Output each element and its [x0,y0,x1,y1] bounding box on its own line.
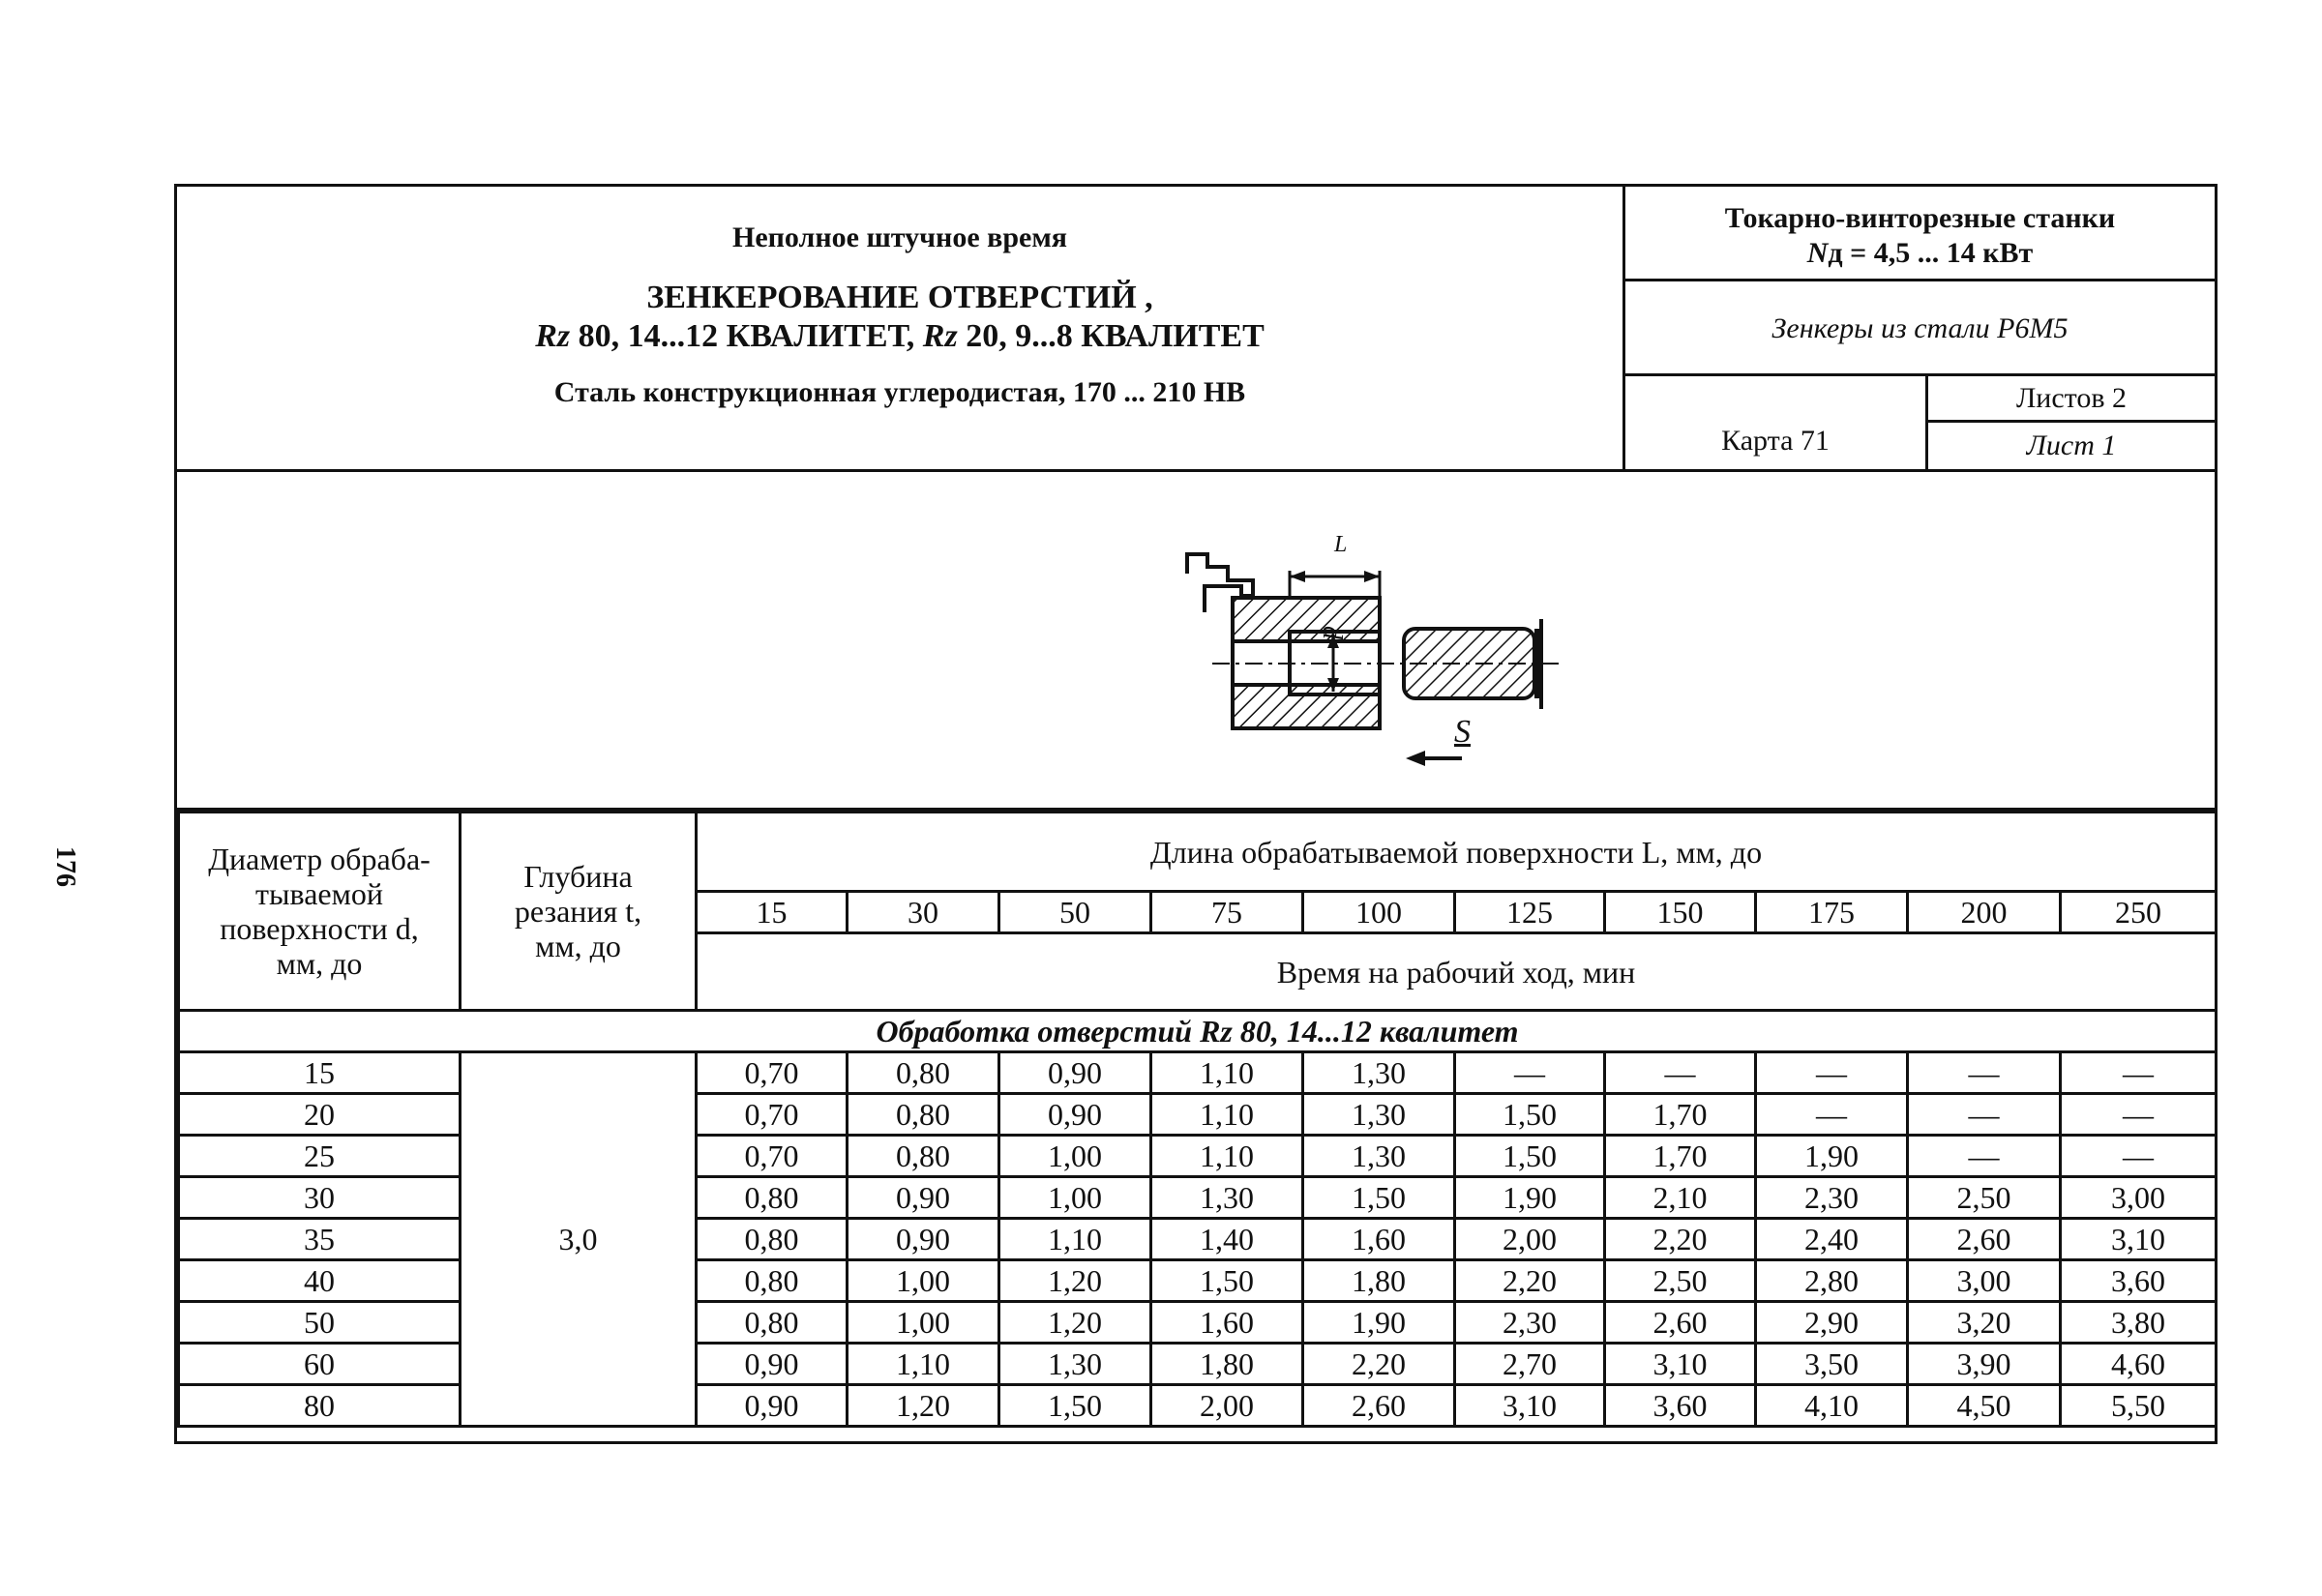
time-value: 1,40 [1151,1219,1303,1260]
time-value: 5,50 [2061,1385,2217,1427]
time-value: 0,70 [697,1094,848,1136]
length-value: 75 [1151,892,1303,933]
rz-label: Rz [535,318,571,354]
time-value: 0,80 [848,1052,999,1094]
title-line-3 [177,318,1622,355]
time-value: 1,20 [999,1260,1151,1302]
depth-column-header [461,813,697,1011]
tool-cell: Зенкеры из стали Р6М5 [1625,281,2215,376]
machine-type: Токарно-винторезные станки [1724,202,2116,234]
time-value: 0,80 [697,1177,848,1219]
time-value: 1,70 [1605,1136,1756,1177]
time-value: 0,80 [697,1302,848,1344]
time-value: 1,00 [848,1260,999,1302]
time-value: 3,50 [1756,1344,1908,1385]
time-value: 2,20 [1455,1260,1605,1302]
time-value: 0,80 [848,1136,999,1177]
time-value: 2,50 [1605,1260,1756,1302]
time-value: 3,00 [2061,1177,2217,1219]
time-value: 2,20 [1605,1219,1756,1260]
title-line-1: Неполное штучное время [731,222,1068,253]
time-value: — [1605,1052,1756,1094]
time-value: 2,70 [1455,1344,1605,1385]
card-number: Карта 71 [1625,376,1928,469]
time-value: 1,10 [848,1344,999,1385]
time-value: 3,10 [1605,1344,1756,1385]
sheets-total: Листов 2 [1928,376,2215,423]
depth-header-line: мм, до [535,929,621,963]
time-value: 2,20 [1303,1344,1455,1385]
sheet-number: Лист 1 [2026,429,2117,461]
time-norm-table [177,811,2218,1428]
time-value: 1,30 [1303,1052,1455,1094]
time-value: 1,20 [848,1385,999,1427]
time-value: 3,10 [2061,1219,2217,1260]
time-value: 1,30 [1303,1094,1455,1136]
time-value: 1,70 [1605,1094,1756,1136]
time-value: 2,60 [1605,1302,1756,1344]
time-value: 4,60 [2061,1344,2217,1385]
diameter-header-text: поверхности d, [220,911,419,946]
length-value: 200 [1908,892,2061,933]
time-value: 1,90 [1756,1136,1908,1177]
time-value: 1,80 [1303,1260,1455,1302]
time-value: 3,60 [2061,1260,2217,1302]
length-value: 125 [1455,892,1605,933]
time-value: 1,10 [999,1219,1151,1260]
time-value: 2,90 [1756,1302,1908,1344]
time-value: 3,80 [2061,1302,2217,1344]
time-value: 1,80 [1151,1344,1303,1385]
time-value: 2,30 [1455,1302,1605,1344]
diameter-header-line: тываемой [255,876,383,911]
title-line-3a: 80, 14...12 КВАЛИТЕТ, [570,318,923,354]
diameter-value: 60 [179,1344,461,1385]
time-value: 2,60 [1908,1219,2061,1260]
depth-header-line: Глубина [523,859,633,894]
time-value: 1,10 [1151,1136,1303,1177]
time-value: 1,30 [1303,1136,1455,1177]
diameter-value: 40 [179,1260,461,1302]
time-value: 2,10 [1605,1177,1756,1219]
operation-sketch [177,472,2215,811]
time-value: 2,30 [1756,1177,1908,1219]
length-label: L [1334,532,1348,557]
time-value: 0,90 [999,1094,1151,1136]
length-value: 50 [999,892,1151,933]
countersink-icon [1404,629,1534,698]
time-value: 1,50 [1303,1177,1455,1219]
time-value: 2,00 [1151,1385,1303,1427]
time-value: — [1756,1052,1908,1094]
time-value: 0,80 [848,1094,999,1136]
time-value: 1,50 [1455,1094,1605,1136]
time-value: 0,80 [697,1260,848,1302]
time-value: 1,60 [1303,1219,1455,1260]
diameter-value: 20 [179,1094,461,1136]
length-value: 250 [2061,892,2217,933]
time-value: 1,60 [1151,1302,1303,1344]
power-value: д = 4,5 ... 14 кВт [1828,237,2034,269]
time-value: 1,90 [1455,1177,1605,1219]
time-value: 0,70 [697,1136,848,1177]
countersinking-diagram [999,540,1580,772]
diameter-column-header [179,813,461,1011]
time-value: 3,10 [1455,1385,1605,1427]
diameter-value: 35 [179,1219,461,1260]
workpiece-bottom [1233,685,1380,728]
time-value: 0,80 [697,1219,848,1260]
time-value: — [2061,1094,2217,1136]
diameter-value: 30 [179,1177,461,1219]
time-value: 1,10 [1151,1052,1303,1094]
time-value: 1,20 [999,1302,1151,1344]
machine-cell [1625,187,2215,281]
card-info-block [1625,187,2215,472]
time-value: 0,90 [697,1385,848,1427]
diameter-label: d [1317,626,1347,639]
time-value: 0,90 [848,1219,999,1260]
time-value: — [2061,1136,2217,1177]
time-value: — [1908,1136,2061,1177]
diameter-header-line: Диаметр обраба- [208,842,431,876]
time-value: 1,50 [999,1385,1151,1427]
time-value: 4,50 [1908,1385,2061,1427]
diameter-header-line [180,911,459,946]
title-line-3b: 20, 9...8 КВАЛИТЕТ [957,318,1265,354]
time-value: 2,00 [1455,1219,1605,1260]
diameter-value: 80 [179,1385,461,1427]
material-line: Сталь конструкционная углеродистая, 170 ... 210 НВ [553,376,1246,408]
length-value: 150 [1605,892,1756,933]
time-value: 1,50 [1151,1260,1303,1302]
table-row [179,1052,2217,1094]
time-value: — [1908,1052,2061,1094]
diameter-value: 25 [179,1136,461,1177]
time-value: 1,00 [999,1136,1151,1177]
time-value: 3,00 [1908,1260,2061,1302]
rz-label: Rz [922,318,958,354]
diameter-value: 15 [179,1052,461,1094]
time-value: 1,00 [999,1177,1151,1219]
time-value: 2,60 [1303,1385,1455,1427]
length-value: 100 [1303,892,1455,933]
time-value: 2,80 [1756,1260,1908,1302]
time-value: 0,90 [999,1052,1151,1094]
workpiece-top [1233,598,1380,641]
depth-header-line: резания t, [514,894,642,929]
length-value: 30 [848,892,999,933]
time-value: — [1908,1094,2061,1136]
time-value: — [1455,1052,1605,1094]
time-value: 0,70 [697,1052,848,1094]
time-value: 0,90 [848,1177,999,1219]
time-value: 0,90 [697,1344,848,1385]
time-value: 1,30 [999,1344,1151,1385]
time-value: 2,50 [1908,1177,2061,1219]
time-value: — [1756,1094,1908,1136]
title-line-2: ЗЕНКЕРОВАНИЕ ОТВЕРСТИЙ , [646,280,1153,315]
time-value: 3,20 [1908,1302,2061,1344]
time-value: 4,10 [1756,1385,1908,1427]
page-number: 176 [50,846,80,887]
time-value: 1,10 [1151,1094,1303,1136]
feed-label: S [1454,714,1471,750]
time-value: 1,90 [1303,1302,1455,1344]
length-header: Длина обрабатываемой поверхности L, мм, до [697,813,2217,892]
time-value: — [2061,1052,2217,1094]
time-value: 2,40 [1756,1219,1908,1260]
length-value: 15 [697,892,848,933]
diameter-value: 50 [179,1302,461,1344]
time-value: 1,50 [1455,1136,1605,1177]
time-value: 1,00 [848,1302,999,1344]
time-header: Время на рабочий ход, мин [697,933,2217,1011]
time-value: 3,90 [1908,1344,2061,1385]
time-value: 3,60 [1605,1385,1756,1427]
machine-power [1625,237,2215,270]
length-value: 175 [1756,892,1908,933]
power-symbol: N [1806,237,1829,269]
time-value: 1,30 [1151,1177,1303,1219]
norm-card [174,184,2218,1444]
diameter-header-line: мм, до [276,946,363,981]
section-title: Обработка отверстий Rz 80, 14...12 квалитет [179,1011,2217,1052]
depth-value: 3,0 [461,1052,697,1427]
card-title-block [177,187,1625,472]
